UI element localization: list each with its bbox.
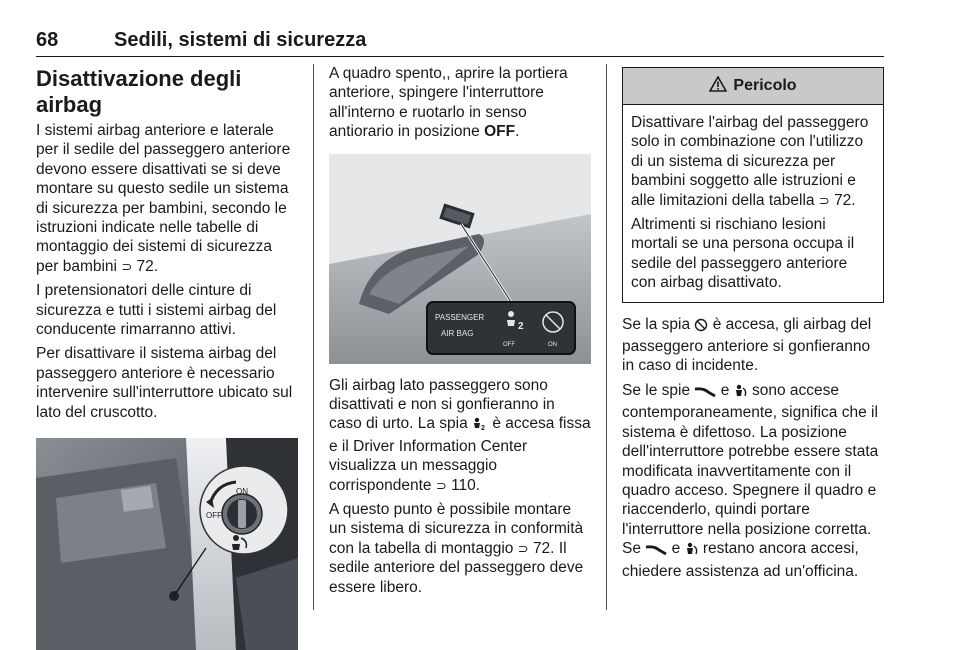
column-3 — [622, 64, 884, 586]
paragraph: A questo punto è possibile montare un sistema di sicurezza in conformità con la tabella di montaggio ⊃ 72. Il sedile anteriore del passeggero deve essere libero. — [329, 501, 584, 596]
danger-header — [623, 68, 883, 105]
airbag-icon — [685, 542, 699, 561]
switch-location-figure — [36, 438, 298, 650]
column-divider — [606, 64, 607, 610]
passenger-label: PASSENGER — [435, 312, 485, 322]
page-header — [36, 26, 884, 57]
on-indicator-label: ON — [548, 341, 557, 348]
seatbelt-icon — [694, 384, 716, 403]
svg-text:2: 2 — [481, 425, 485, 432]
page-ref: 110. — [451, 476, 481, 494]
page-ref-arrow-icon: ⊃ — [121, 258, 133, 274]
danger-title: Pericolo — [733, 77, 797, 94]
page-ref: 72. — [532, 539, 555, 557]
section-title: Disattivazione degli airbag — [36, 66, 242, 117]
column-1 — [36, 64, 298, 650]
paragraph: Gli airbag lato passeggero sono disattivati e non si gonfieranno in caso di urto. La spia 2 è accesa fissa e il Driver Information Center visualizza un messaggio corrispondente ⊃ 110. — [329, 376, 591, 494]
danger-box — [622, 67, 884, 303]
page-ref: 72. — [136, 257, 159, 275]
airbag-off-icon — [472, 417, 488, 436]
page-ref-arrow-icon: ⊃ — [517, 540, 529, 556]
svg-text:2: 2 — [518, 320, 524, 332]
paragraph: Se le spie e sono accese contemporaneamente, significa che il sistema è difettoso. La posizione dell'interruttore potrebbe essere stata modificata inavvertitamente con il quadro acceso. Spegnere il quadro e riaccenderlo, quindi portare l'interruttore nella posizione corretta. Se e restano ancora accesi, chiedere assistenza ad un'officina. — [622, 381, 879, 580]
paragraph: Se la spia è accesa, gli airbag del passeggero anteriore si gonfieranno in caso di incidente. — [622, 315, 872, 375]
airbag-on-icon — [694, 318, 708, 337]
dashboard-side-illustration — [36, 438, 298, 650]
danger-body — [623, 105, 883, 302]
page-number: 68 — [36, 29, 59, 51]
airbag-icon — [734, 384, 748, 403]
seatbelt-icon — [645, 542, 667, 561]
switch-on-label: ON — [236, 487, 248, 497]
paragraph: Altrimenti si rischiano lesioni mortali se una persona occupa il sedile del passeggero anteriore con airbag disattivato. — [631, 216, 855, 292]
off-keyword: OFF — [484, 123, 516, 141]
warning-triangle-icon — [709, 76, 727, 97]
page-ref-arrow-icon: ⊃ — [435, 477, 447, 493]
paragraph: I pretensionatori delle cinture di sicurezza e tutti i sistemi airbag del conducente rimarranno attivi. — [36, 282, 277, 339]
paragraph: Disattivare l'airbag del passeggero solo in combinazione con l'utilizzo di un sistema di sicurezza per bambini soggetto alle istruzioni e alle limitazioni della tabella ⊃ 72. — [631, 114, 869, 209]
paragraph: Per disattivare il sistema airbag del passeggero anteriore è necessario intervenire sull'interruttore ubicato sul lato del cruscotto. — [36, 345, 293, 421]
chapter-title: Sedili, sistemi di sicurezza — [114, 29, 367, 51]
airbag-indicator-figure — [329, 154, 591, 364]
paragraph: I sistemi airbag anteriore e laterale per il sedile del passeggero anteriore devono essere disattivati se si deve montare su questo sedile un sistema di sicurezza per bambini, secondo le istruzioni indicate nelle tabelle di montaggio dei sistemi di sicurezza per bambini ⊃ 72. — [36, 122, 291, 275]
column-2 — [329, 64, 591, 602]
headliner-illustration — [329, 154, 591, 364]
paragraph: A quadro spento,, aprire la portiera anteriore, spingere l'interruttore all'interno e ruotarlo in senso antiorario in posizione OFF. — [329, 65, 568, 141]
airbag-label: AIR BAG — [441, 328, 474, 338]
off-indicator-label: OFF — [503, 341, 515, 348]
switch-off-label: OFF — [206, 511, 222, 521]
page-ref: 72. — [834, 191, 856, 209]
column-divider — [313, 64, 314, 610]
page-ref-arrow-icon: ⊃ — [818, 192, 830, 208]
